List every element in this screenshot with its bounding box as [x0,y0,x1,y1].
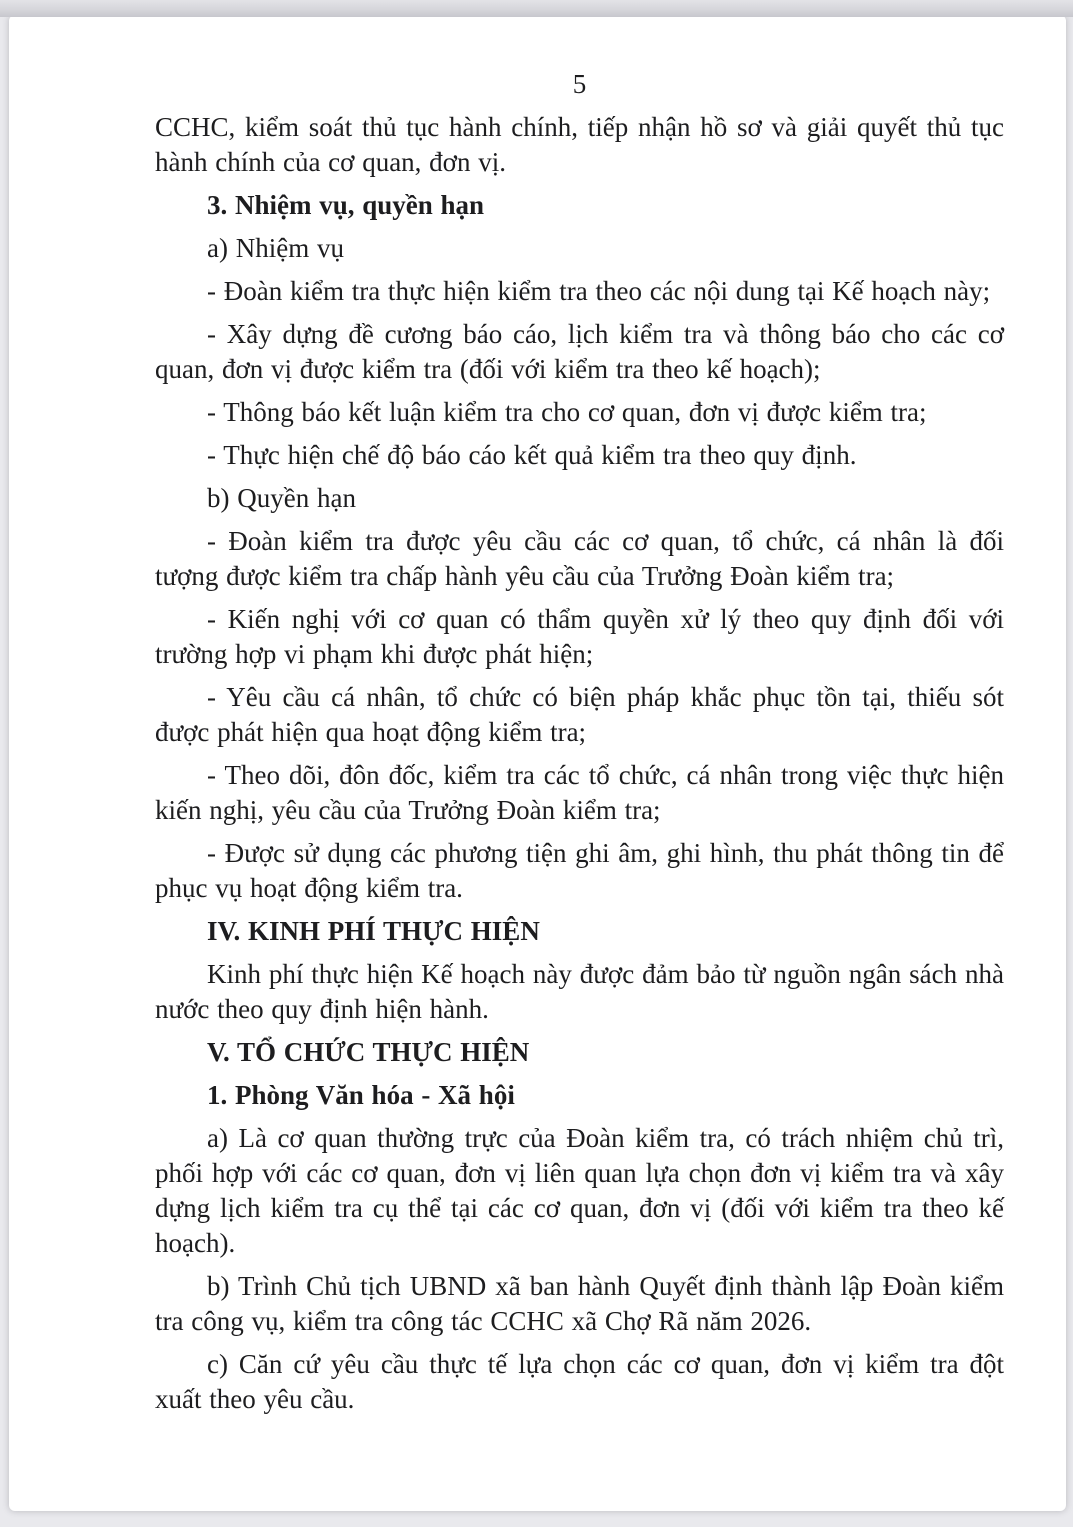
list-item: - Được sử dụng các phương tiện ghi âm, ghi hình, thu phát thông tin để phục vụ hoạt động kiểm tra. [155,838,1004,903]
list-item: - Kiến nghị với cơ quan có thẩm quyền xử lý theo quy định đối với trường hợp vi phạm khi được phát hiện; [155,604,1004,669]
section-heading-3: 3. Nhiệm vụ, quyền hạn [207,190,485,220]
paragraph: a) Là cơ quan thường trực của Đoàn kiểm tra, có trách nhiệm chủ trì, phối hợp với các cơ quan, đơn vị liên quan lựa chọn đơn vị kiểm tra và xây dựng lịch kiểm tra cụ thể tại các cơ quan, đơn vị (đối với kiểm tra theo kế hoạch). [155,1123,1004,1258]
paragraph: a) Nhiệm vụ [207,233,344,263]
paragraph-continuation: CCHC, kiểm soát thủ tục hành chính, tiếp nhận hồ sơ và giải quyết thủ tục hành chính của cơ quan, đơn vị. [155,112,1004,177]
list-item: - Thực hiện chế độ báo cáo kết quả kiểm tra theo quy định. [207,440,857,470]
sub-heading-1: 1. Phòng Văn hóa - Xã hội [207,1080,515,1110]
list-item: - Đoàn kiểm tra thực hiện kiểm tra theo các nội dung tại Kế hoạch này; [207,276,991,306]
scan-edge-top [0,0,1073,17]
paragraph: c) Căn cứ yêu cầu thực tế lựa chọn các cơ quan, đơn vị kiểm tra đột xuất theo yêu cầu. [155,1349,1004,1414]
section-heading-v: V. TỔ CHỨC THỰC HIỆN [207,1037,530,1067]
list-item: - Yêu cầu cá nhân, tổ chức có biện pháp khắc phục tồn tại, thiếu sót được phát hiện qua hoạt động kiểm tra; [155,682,1004,747]
list-item: - Thông báo kết luận kiểm tra cho cơ quan, đơn vị được kiểm tra; [207,397,927,427]
paragraph: b) Quyền hạn [207,483,356,513]
list-item: - Xây dựng đề cương báo cáo, lịch kiểm tra và thông báo cho các cơ quan, đơn vị được kiểm tra (đối với kiểm tra theo kế hoạch); [155,319,1004,384]
paragraph: Kinh phí thực hiện Kế hoạch này được đảm bảo từ nguồn ngân sách nhà nước theo quy định hiện hành. [155,959,1004,1024]
page-number: 5 [572,69,587,99]
list-item: - Theo dõi, đôn đốc, kiểm tra các tổ chức, cá nhân trong việc thực hiện kiến nghị, yêu cầu của Trưởng Đoàn kiểm tra; [155,760,1004,825]
document-page [9,15,1066,1511]
paragraph: b) Trình Chủ tịch UBND xã ban hành Quyết định thành lập Đoàn kiểm tra công vụ, kiểm tra công tác CCHC xã Chợ Rã năm 2026. [155,1271,1004,1336]
list-item: - Đoàn kiểm tra được yêu cầu các cơ quan, tổ chức, cá nhân là đối tượng được kiểm tra chấp hành yêu cầu của Trưởng Đoàn kiểm tra; [155,526,1004,591]
section-heading-iv: IV. KINH PHÍ THỰC HIỆN [207,916,540,946]
